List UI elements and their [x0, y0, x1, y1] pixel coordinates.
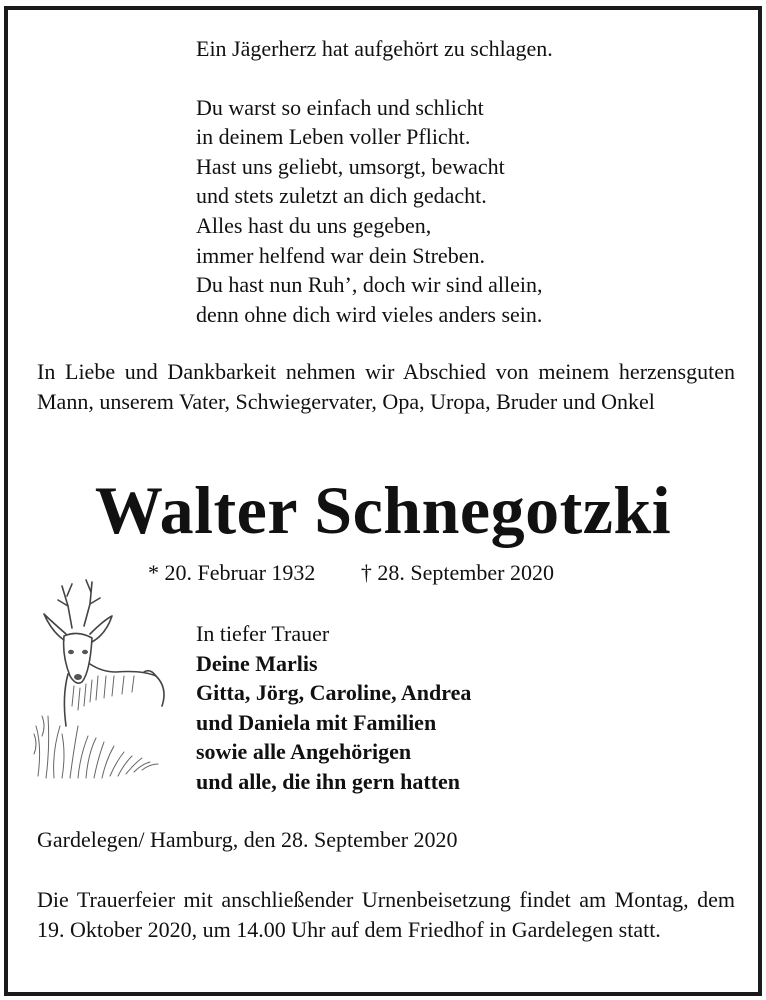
poem-line: und stets zuletzt an dich gedacht.: [196, 183, 487, 209]
deceased-name: Walter Schnegotzki: [94, 472, 672, 548]
mourner-line: Deine Marlis: [196, 650, 318, 676]
poem-spacer: [196, 64, 553, 93]
roe-deer-icon: [32, 576, 172, 781]
poem-line: in deinem Leben voller Pflicht.: [196, 124, 471, 150]
poem: [196, 34, 553, 329]
poem-line: Du warst so einfach und schlicht: [196, 94, 484, 120]
place-and-date: Gardelegen/ Hamburg, den 28. September 2020: [37, 827, 458, 852]
poem-line: Alles hast du uns gegeben,: [196, 212, 432, 238]
mourners-heading: In tiefer Trauer: [196, 621, 330, 646]
obituary-notice: [4, 6, 762, 996]
poem-line: denn ohne dich wird vieles anders sein.: [196, 301, 543, 327]
mourner-line: und alle, die ihn gern hatten: [196, 768, 461, 794]
poem-opening-line: Ein Jägerherz hat aufgehört zu schlagen.: [196, 36, 553, 61]
mourner-line: und Daniela mit Familien: [196, 709, 437, 735]
birth-date: * 20. Februar 1932: [148, 560, 316, 585]
poem-line: immer helfend war dein Streben.: [196, 242, 485, 268]
life-dates: [148, 558, 554, 588]
mourners: [196, 619, 471, 797]
mourner-line: sowie alle Angehörigen: [196, 739, 412, 765]
poem-line: Du hast nun Ruh’, doch wir sind allein,: [196, 272, 543, 298]
poem-line: Hast uns geliebt, umsorgt, bewacht: [196, 153, 505, 179]
funeral-notice: Die Trauerfeier mit anschließender Urnenbeisetzung findet am Montag, dem 19. Oktober 2020, um 14.00 Uhr auf dem Friedhof in Gardelegen statt.: [37, 887, 735, 942]
death-date: † 28. September 2020: [360, 560, 555, 585]
mourner-line: Gitta, Jörg, Caroline, Andrea: [196, 680, 472, 706]
intro-paragraph: In Liebe und Dankbarkeit nehmen wir Abschied von meinem herzensguten Mann, unserem Vater, Schwiegervater, Opa, Uropa, Bruder und Onkel: [37, 359, 735, 414]
